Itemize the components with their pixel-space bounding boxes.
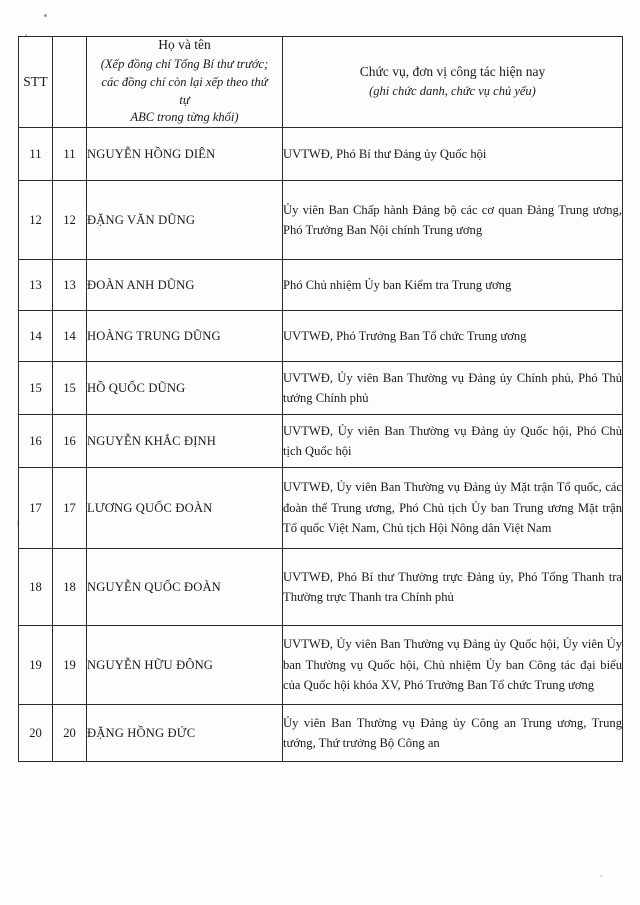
- row-number-outer: 18: [19, 549, 53, 626]
- table-row: [19, 362, 623, 415]
- column-header-position-sub: (ghi chức danh, chức vụ chủ yếu): [369, 83, 536, 98]
- row-position: UVTWĐ, Ủy viên Ban Thường vụ Đảng ủy Quốc hội, Phó Chủ tịch Quốc hội: [283, 415, 623, 468]
- column-header-name-sub-3: ABC trong từng khối): [130, 110, 239, 125]
- table-body: [19, 128, 623, 762]
- row-position: Ủy viên Ban Thường vụ Đảng ủy Công an Trung ương, Trung tướng, Thứ trưởng Bộ Công an: [283, 705, 623, 762]
- row-number-outer: 15: [19, 362, 53, 415]
- table-row: [19, 626, 623, 705]
- row-number-inner: 19: [53, 626, 87, 705]
- column-header-position-main: Chức vụ, đơn vị công tác hiện nay: [359, 63, 546, 79]
- row-position: UVTWĐ, Ủy viên Ban Thường vụ Đảng ủy Quốc hội, Ủy viên Ủy ban Thường vụ Quốc hội, Chủ nhiệm Ủy ban Công tác đại biểu của Quốc hội khóa XV, Phó Trưởng Ban Tổ chức Trung ương: [283, 626, 623, 705]
- row-number-inner: 14: [53, 311, 87, 362]
- column-header-position: [283, 37, 623, 128]
- row-name: ĐẶNG VĂN DŨNG: [87, 181, 283, 260]
- row-number-inner: 15: [53, 362, 87, 415]
- row-name: NGUYỄN QUỐC ĐOÀN: [87, 549, 283, 626]
- row-position: Ủy viên Ban Chấp hành Đảng bộ các cơ quan Đảng Trung ương, Phó Trưởng Ban Nội chính Trung ương: [283, 181, 623, 260]
- column-header-name: [87, 37, 283, 128]
- scan-speck: [600, 875, 602, 877]
- row-number-inner: 18: [53, 549, 87, 626]
- row-number-outer: 11: [19, 128, 53, 181]
- table-header-row: [19, 37, 623, 128]
- column-header-name-main: Họ và tên: [158, 37, 211, 52]
- row-position: UVTWĐ, Ủy viên Ban Thường vụ Đảng ủy Chính phủ, Phó Thủ tướng Chính phủ: [283, 362, 623, 415]
- row-number-inner: 13: [53, 260, 87, 311]
- row-position: UVTWĐ, Phó Bí thư Thường trực Đảng ủy, Phó Tổng Thanh tra Thường trực Thanh tra Chính phủ: [283, 549, 623, 626]
- table-row: [19, 705, 623, 762]
- table-row: [19, 468, 623, 549]
- row-number-inner: 16: [53, 415, 87, 468]
- column-header-stt-outer: STT: [19, 37, 53, 128]
- table-row: [19, 549, 623, 626]
- row-number-outer: 13: [19, 260, 53, 311]
- table-row: [19, 181, 623, 260]
- table-header: [19, 37, 623, 128]
- row-position: Phó Chủ nhiệm Ủy ban Kiểm tra Trung ương: [283, 260, 623, 311]
- row-number-inner: 20: [53, 705, 87, 762]
- row-number-inner: 12: [53, 181, 87, 260]
- row-name: ĐẶNG HỒNG ĐỨC: [87, 705, 283, 762]
- column-header-name-sub-1: (Xếp đồng chí Tổng Bí thư trước;: [100, 57, 269, 71]
- scan-speck: [44, 14, 47, 17]
- row-number-outer: 12: [19, 181, 53, 260]
- row-name: LƯƠNG QUỐC ĐOÀN: [87, 468, 283, 549]
- column-header-name-sub-2: các đồng chí còn lại xếp theo thứ tự: [101, 74, 268, 107]
- row-name: HỒ QUỐC DŨNG: [87, 362, 283, 415]
- row-number-outer: 17: [19, 468, 53, 549]
- table-row: [19, 311, 623, 362]
- row-number-inner: 11: [53, 128, 87, 181]
- personnel-table: [18, 36, 623, 762]
- row-name: NGUYỄN HỒNG DIÊN: [87, 128, 283, 181]
- table-row: [19, 260, 623, 311]
- row-name: HOÀNG TRUNG DŨNG: [87, 311, 283, 362]
- row-position: UVTWĐ, Phó Trưởng Ban Tổ chức Trung ương: [283, 311, 623, 362]
- row-name: NGUYỄN HỮU ĐÔNG: [87, 626, 283, 705]
- row-number-outer: 16: [19, 415, 53, 468]
- row-number-outer: 14: [19, 311, 53, 362]
- row-number-outer: 20: [19, 705, 53, 762]
- table-row: [19, 415, 623, 468]
- table-row: [19, 128, 623, 181]
- row-number-outer: 19: [19, 626, 53, 705]
- row-position: UVTWĐ, Phó Bí thư Đảng ủy Quốc hội: [283, 128, 623, 181]
- row-name: NGUYỄN KHẮC ĐỊNH: [87, 415, 283, 468]
- column-header-stt-inner: [53, 37, 87, 128]
- row-name: ĐOÀN ANH DŨNG: [87, 260, 283, 311]
- row-position: UVTWĐ, Ủy viên Ban Thường vụ Đảng ủy Mặt trận Tổ quốc, các đoàn thể Trung ương, Phó Chủ tịch Ủy ban Trung ương Mặt trận Tổ quốc Việt Nam, Chủ tịch Hội Nông dân Việt Nam: [283, 468, 623, 549]
- row-number-inner: 17: [53, 468, 87, 549]
